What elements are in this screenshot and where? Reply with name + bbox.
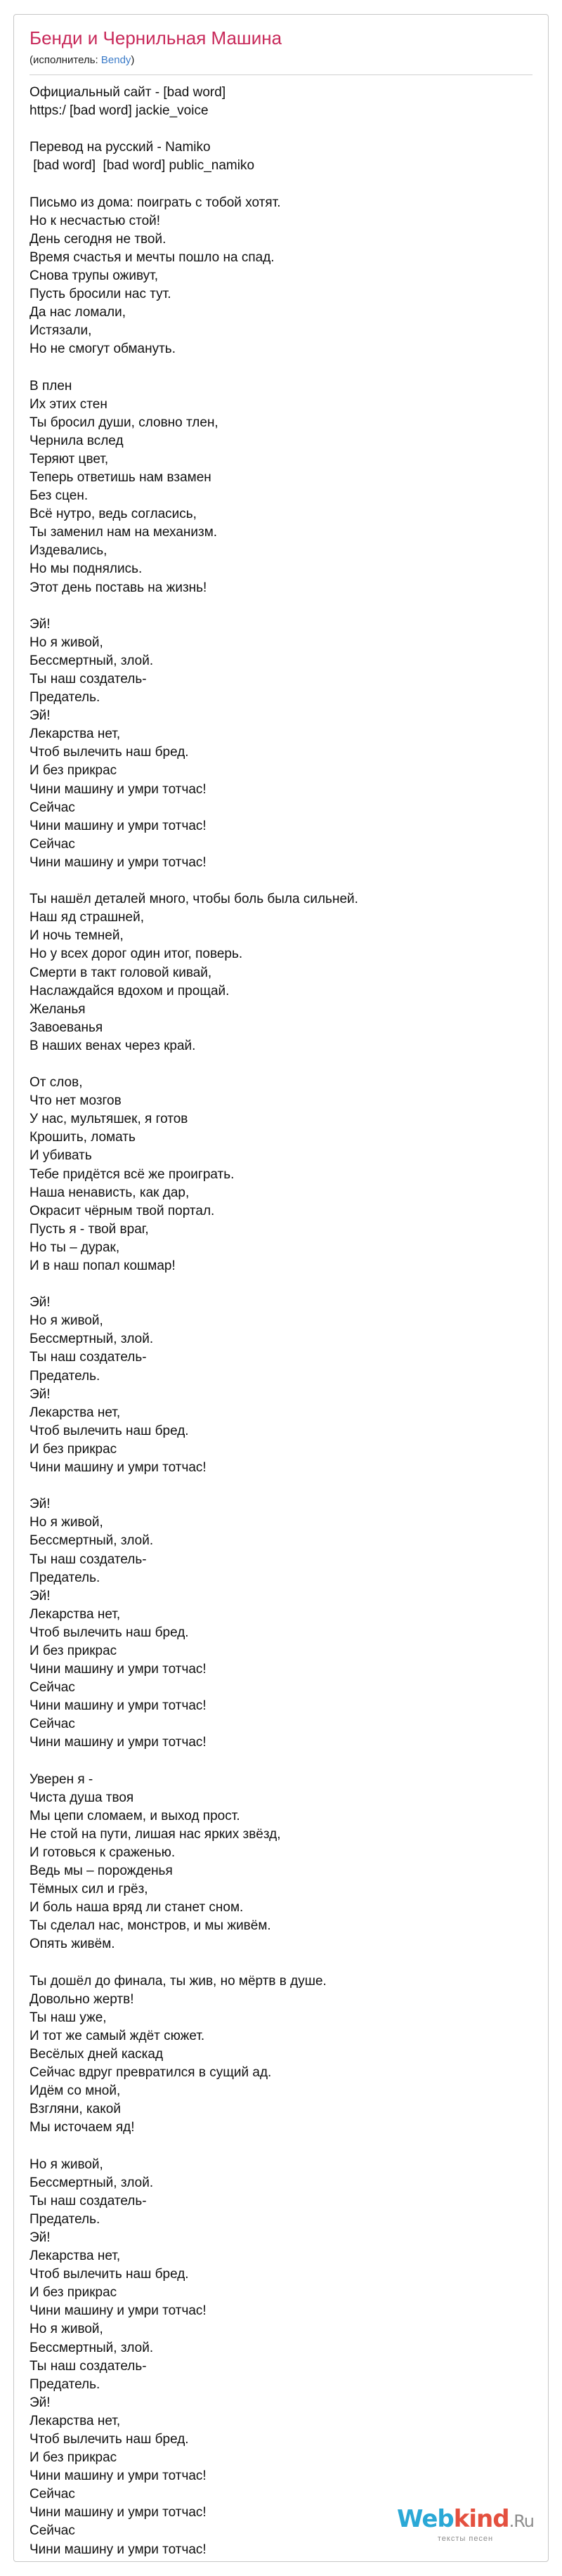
lyrics-line: Взгляни, какой [30, 2102, 121, 2117]
lyrics-line: Тебе придётся всё же проиграть. [30, 1166, 235, 1182]
lyrics-line: Эй! [30, 2395, 51, 2410]
lyrics-line: Предатель. [30, 2376, 100, 2392]
performer-suffix: ) [131, 54, 135, 66]
lyrics-line: Сейчас [30, 2487, 75, 2502]
lyrics-line: Ты сделал нас, монстров, и мы живём. [30, 1918, 271, 1934]
lyrics-line: И боль наша вряд ли станет сном. [30, 1900, 244, 1915]
lyrics-line: Ты дошёл до финала, ты жив, но мёртв в душе. [30, 1973, 327, 1989]
lyrics-line: Чтоб вылечить наш бред. [30, 745, 189, 760]
lyrics-line: Всё нутро, ведь согласись, [30, 507, 197, 522]
lyrics-line: И убивать [30, 1148, 92, 1164]
lyrics-line: Сейчас [30, 836, 75, 852]
lyrics-line: В наших венах через край. [30, 1038, 196, 1053]
lyrics-line: Перевод на русский - Namiko [30, 140, 211, 155]
lyrics-line: И ночь темней, [30, 928, 124, 944]
lyrics-line: Бессмертный, злой. [30, 653, 154, 668]
lyrics-line: Но к несчастью стой! [30, 213, 161, 228]
lyrics-line: Пусть бросили нас тут. [30, 287, 171, 302]
lyrics-line: Чини машину и умри тотчас! [30, 1735, 207, 1750]
lyrics-line: Чиста душа твоя [30, 1790, 134, 1805]
logo-web: Web [397, 2505, 454, 2533]
lyrics-line: Крошить, ломать [30, 1130, 136, 1145]
performer-prefix: (исполнитель: [30, 54, 101, 66]
lyrics-line: И без прикрас [30, 2285, 117, 2301]
lyrics-line: Чини машину и умри тотчас! [30, 781, 207, 797]
lyrics-line: И без прикрас [30, 2450, 117, 2466]
lyrics-line: Предатель. [30, 690, 100, 705]
lyrics-line: Наш яд страшней, [30, 910, 144, 925]
lyrics-line: Сейчас [30, 2523, 75, 2539]
lyrics-line: Чини машину и умри тотчас! [30, 2303, 207, 2319]
lyrics-line: Ты наш уже, [30, 2010, 107, 2025]
lyrics-line: Предатель. [30, 2211, 100, 2227]
lyrics-line: Ты наш создатель- [30, 672, 147, 687]
lyrics-line: Но мы поднялись. [30, 561, 143, 577]
lyrics-line: Бессмертный, злой. [30, 2340, 154, 2355]
lyrics-line: Лекарства нет, [30, 1405, 121, 1420]
logo-wordmark [397, 2506, 534, 2534]
lyrics-line: Эй! [30, 1295, 51, 1310]
lyrics-line: Но я живой, [30, 2157, 103, 2172]
lyrics-card [13, 14, 549, 2562]
lyrics-line: Сейчас [30, 1717, 75, 1732]
lyrics-line: Чтоб вылечить наш бред. [30, 2267, 189, 2282]
lyrics-line: Лекарства нет, [30, 727, 121, 742]
song-title: Бенди и Чернильная Машина [30, 27, 282, 48]
lyrics-line: Чернила вслед [30, 433, 124, 448]
lyrics-line: Чини машину и умри тотчас! [30, 2542, 207, 2557]
lyrics-line: Бессмертный, злой. [30, 2175, 154, 2190]
lyrics-line: Истязали, [30, 323, 92, 339]
lyrics-line: Довольно жертв! [30, 1991, 134, 2007]
lyrics-line: Лекарства нет, [30, 2413, 121, 2428]
lyrics-line: Сейчас [30, 800, 75, 815]
lyrics-line: Ты бросил души, словно тлен, [30, 415, 218, 430]
lyrics-line: Ты наш создатель- [30, 1350, 147, 1365]
lyrics-line: Эй! [30, 1386, 51, 1402]
lyrics-line: Ведь мы – порожденья [30, 1863, 173, 1879]
lyrics-line: Идём со мной, [30, 2083, 121, 2099]
logo-tld: .Ru [509, 2511, 534, 2531]
lyrics-line: Окрасит чёрным твой портал. [30, 1203, 215, 1218]
lyrics-line: Их этих стен [30, 396, 107, 412]
logo-kind: kind [453, 2505, 509, 2533]
lyrics-line: День сегодня не твой. [30, 231, 166, 247]
lyrics-line: Чини машину и умри тотчас! [30, 2505, 207, 2520]
lyrics-line: Что нет мозгов [30, 1093, 122, 1109]
lyrics-line: Смерти в такт головой кивай, [30, 965, 212, 980]
lyrics-line: Ты наш создатель- [30, 2358, 147, 2374]
lyrics-line: Бессмертный, злой. [30, 1533, 154, 1549]
lyrics-line: Мы источаем яд! [30, 2120, 135, 2135]
header-divider [30, 74, 532, 75]
lyrics-line: Чини машину и умри тотчас! [30, 2468, 207, 2484]
lyrics-line: У нас, мультяшек, я готов [30, 1112, 188, 1127]
logo-subtitle: тексты песен [437, 2535, 494, 2543]
lyrics-line: Чини машину и умри тотчас! [30, 1460, 207, 1476]
lyrics-line: И без прикрас [30, 1441, 117, 1457]
lyrics-line: Эй! [30, 1497, 51, 1512]
performer-link[interactable]: Bendy [100, 54, 131, 66]
lyrics-line: И без прикрас [30, 1643, 117, 1658]
lyrics-line: Время счастья и мечты пошло на спад. [30, 249, 275, 265]
lyrics-line: И без прикрас [30, 763, 117, 779]
lyrics-line: Эй! [30, 2230, 51, 2245]
lyrics-line: Сейчас вдруг превратился в сущий ад. [30, 2065, 272, 2081]
lyrics-line: В плен [30, 378, 72, 393]
lyrics-line: От слов, [30, 1075, 83, 1091]
lyrics-line: Но я живой, [30, 1515, 103, 1530]
lyrics-line: Чтоб вылечить наш бред. [30, 2432, 189, 2447]
lyrics-line: Предатель. [30, 1570, 100, 1585]
lyrics-line: Наша ненависть, как дар, [30, 1185, 190, 1200]
lyrics-line: Опять живём. [30, 1937, 115, 1952]
lyrics-line: И в наш попал кошмар! [30, 1258, 176, 1273]
lyrics-line: Пусть я - твой враг, [30, 1221, 149, 1237]
lyrics-line: Лекарства нет, [30, 2249, 121, 2264]
lyrics-line: И тот же самый ждёт сюжет. [30, 2028, 205, 2043]
lyrics-line: Эй! [30, 1588, 51, 1604]
lyrics-line: Официальный сайт - [bad word] [30, 85, 226, 100]
lyrics-line: Ты наш создатель- [30, 2193, 147, 2209]
lyrics-line: Но я живой, [30, 635, 103, 650]
lyrics-line: Ты наш создатель- [30, 1552, 147, 1567]
lyrics-line: [bad word] [bad word] public_namiko [30, 158, 255, 174]
lyrics-line: Теряют цвет, [30, 451, 109, 467]
lyrics-line: Весёлых дней каскад [30, 2047, 164, 2062]
lyrics-text [30, 84, 535, 2559]
lyrics-line: Ты заменил нам на механизм. [30, 525, 218, 540]
lyrics-line: Желанья [30, 1001, 86, 1017]
lyrics-line: Чини машину и умри тотчас! [30, 854, 207, 870]
lyrics-line: Уверен я - [30, 1771, 93, 1787]
performer-line [30, 54, 134, 66]
lyrics-line: Чини машину и умри тотчас! [30, 1698, 207, 1714]
lyrics-line: Но ты – дурак, [30, 1240, 120, 1255]
lyrics-line: Теперь ответишь нам взамен [30, 469, 211, 485]
lyrics-line: Чини машину и умри тотчас! [30, 818, 207, 833]
lyrics-line: Чтоб вылечить наш бред. [30, 1625, 189, 1640]
lyrics-line: Чини машину и умри тотчас! [30, 1662, 207, 1677]
lyrics-line: Снова трупы оживут, [30, 268, 159, 283]
lyrics-line: Наслаждайся вдохом и прощай. [30, 983, 230, 998]
lyrics-line: Лекарства нет, [30, 1606, 121, 1622]
lyrics-line: Но не смогут обмануть. [30, 341, 176, 357]
lyrics-line: Письмо из дома: поиграть с тобой хотят. [30, 195, 281, 210]
lyrics-line: Этот день поставь на жизнь! [30, 580, 207, 595]
lyrics-line: Сейчас [30, 1680, 75, 1696]
lyrics-line: Но я живой, [30, 1313, 103, 1329]
lyrics-line: Издевались, [30, 543, 107, 559]
lyrics-line: Да нас ломали, [30, 305, 126, 320]
lyrics-line: Ты нашёл деталей много, чтобы боль была сильней. [30, 892, 358, 907]
lyrics-line: Тёмных сил и грёз, [30, 1882, 148, 1897]
lyrics-line: Бессмертный, злой. [30, 1332, 154, 1347]
lyrics-line: Но у всех дорог один итог, поверь. [30, 947, 243, 962]
lyrics-line: Чтоб вылечить наш бред. [30, 1423, 189, 1438]
lyrics-line: И готовься к сраженью. [30, 1845, 176, 1860]
lyrics-line: Не стой на пути, лишая нас ярких звёзд, [30, 1826, 281, 1842]
lyrics-line: Без сцен. [30, 488, 89, 504]
webkind-logo[interactable] [397, 2506, 534, 2543]
lyrics-line: Эй! [30, 708, 51, 724]
lyrics-line: https:/ [bad word] jackie_voice [30, 103, 209, 119]
lyrics-line: Мы цепи сломаем, и выход прост. [30, 1808, 240, 1823]
lyrics-line: Но я живой, [30, 2322, 103, 2337]
lyrics-line: Предатель. [30, 1368, 100, 1384]
lyrics-line: Эй! [30, 616, 51, 632]
lyrics-line: Завоеванья [30, 1020, 103, 1035]
